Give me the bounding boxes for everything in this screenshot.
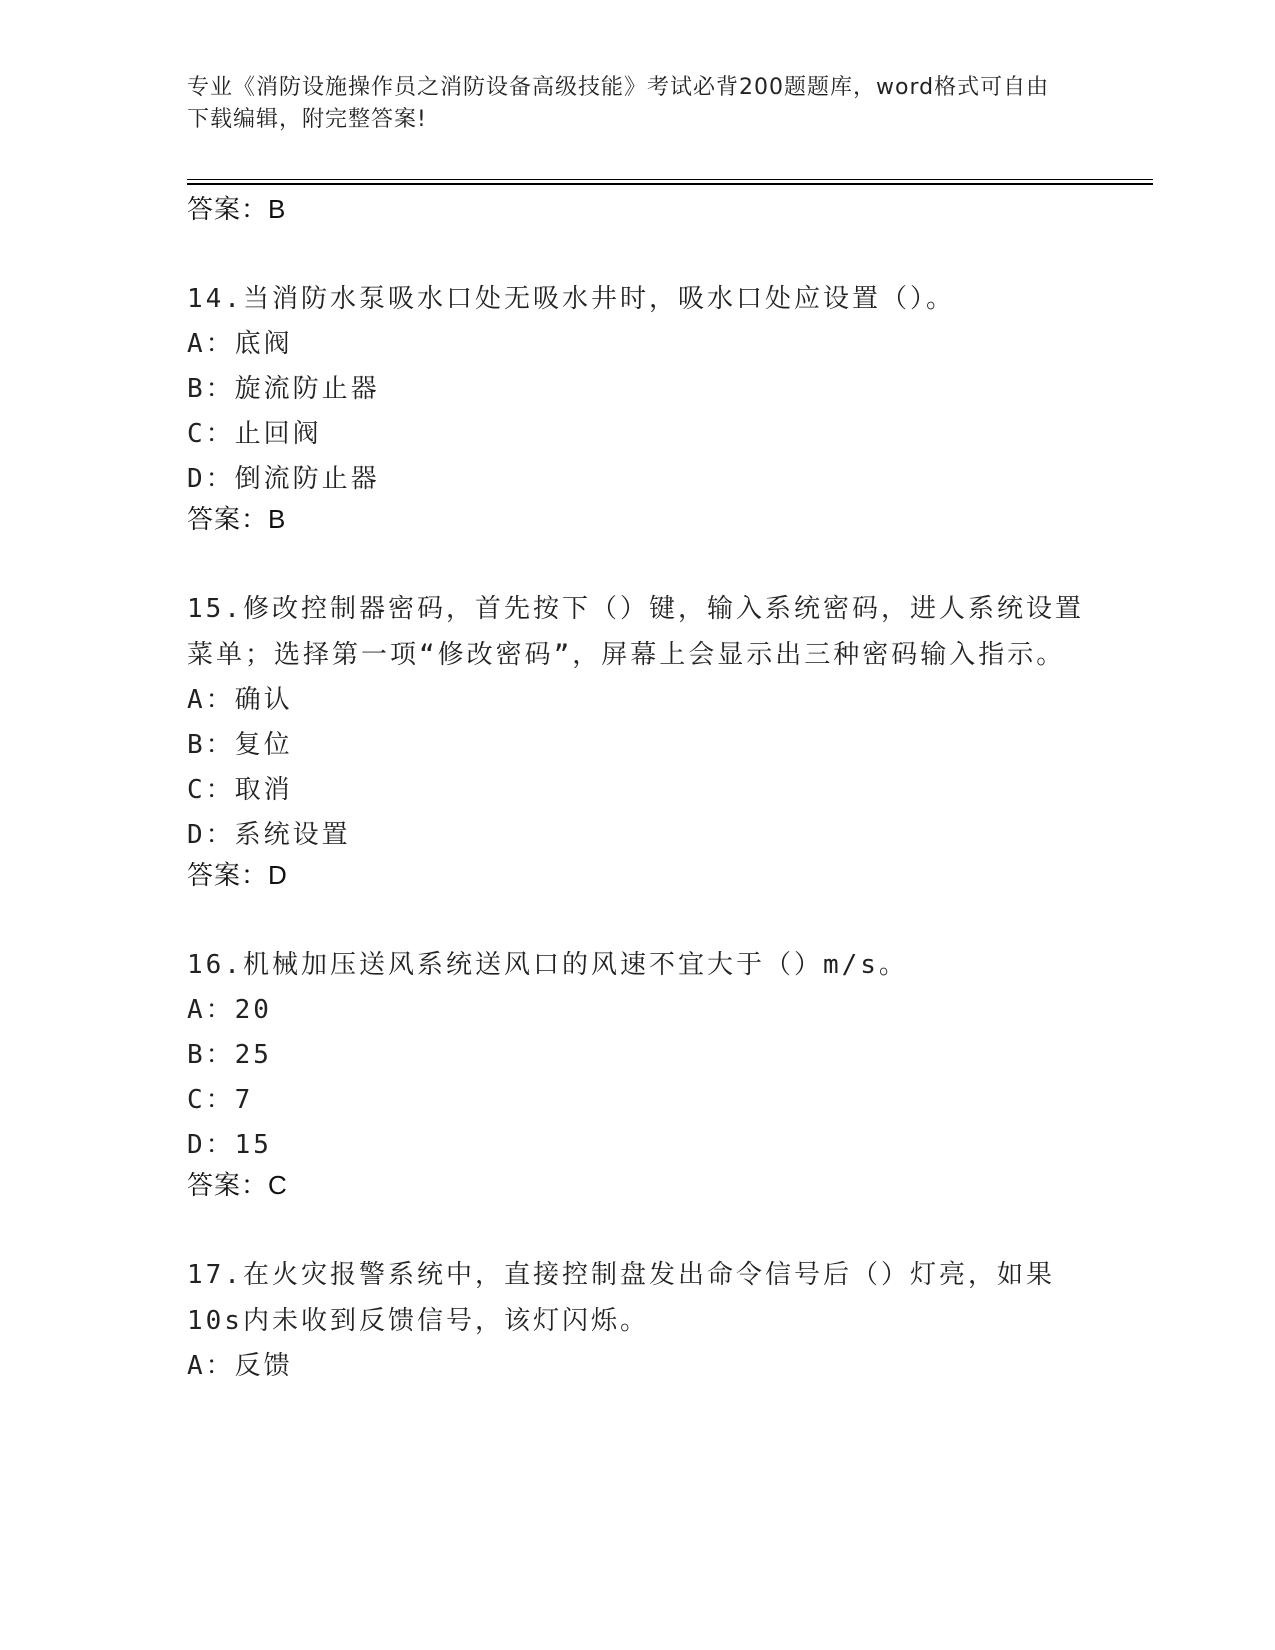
option-a: A：20: [187, 995, 272, 1025]
question-text: 17.在火灾报警系统中，直接控制盘发出命令信号后（）灯亮，如果10s内未收到反馈信号，该灯闪烁。: [187, 1260, 1055, 1336]
question-text: 16.机械加压送风系统送风口的风速不宜大于（）m/s。: [187, 950, 908, 980]
answer-line: 答案：D: [187, 860, 288, 890]
option-c: C：止回阀: [187, 419, 322, 449]
question-17: [187, 1252, 1087, 1389]
header-divider-thin: [187, 179, 1153, 180]
question-15: [187, 586, 1087, 892]
answer-line: 答案：B: [187, 194, 287, 224]
option-c: C：7: [187, 1085, 254, 1115]
option-b: B：25: [187, 1040, 272, 1070]
option-c: C：取消: [187, 775, 293, 805]
document-header: 专业《消防设施操作员之消防设备高级技能》考试必背200题题库，word格式可自由下载编辑，附完整答案!: [187, 75, 1050, 132]
header-divider-thick: [187, 183, 1153, 185]
option-b: B：复位: [187, 730, 293, 760]
question-list: [187, 192, 1087, 1389]
question-16: [187, 942, 1087, 1202]
option-a: A：确认: [187, 685, 293, 715]
option-a: A：底阀: [187, 329, 293, 359]
question-text: 14.当消防水泵吸水口处无吸水井时，吸水口处应设置（）。: [187, 284, 955, 314]
question-14: [187, 276, 1087, 536]
option-d: D：倒流防止器: [187, 464, 380, 494]
answer-line: 答案：C: [187, 1170, 288, 1200]
option-a: A：反馈: [187, 1351, 293, 1381]
option-b: B：旋流防止器: [187, 374, 380, 404]
option-d: D：系统设置: [187, 820, 351, 850]
question-text: 15.修改控制器密码，首先按下（）键，输入系统密码，进人系统设置菜单；选择第一项“修改密码”，屏幕上会显示出三种密码输入指示。: [187, 594, 1084, 670]
answer-line: 答案：B: [187, 504, 287, 534]
option-d: D：15: [187, 1130, 272, 1160]
